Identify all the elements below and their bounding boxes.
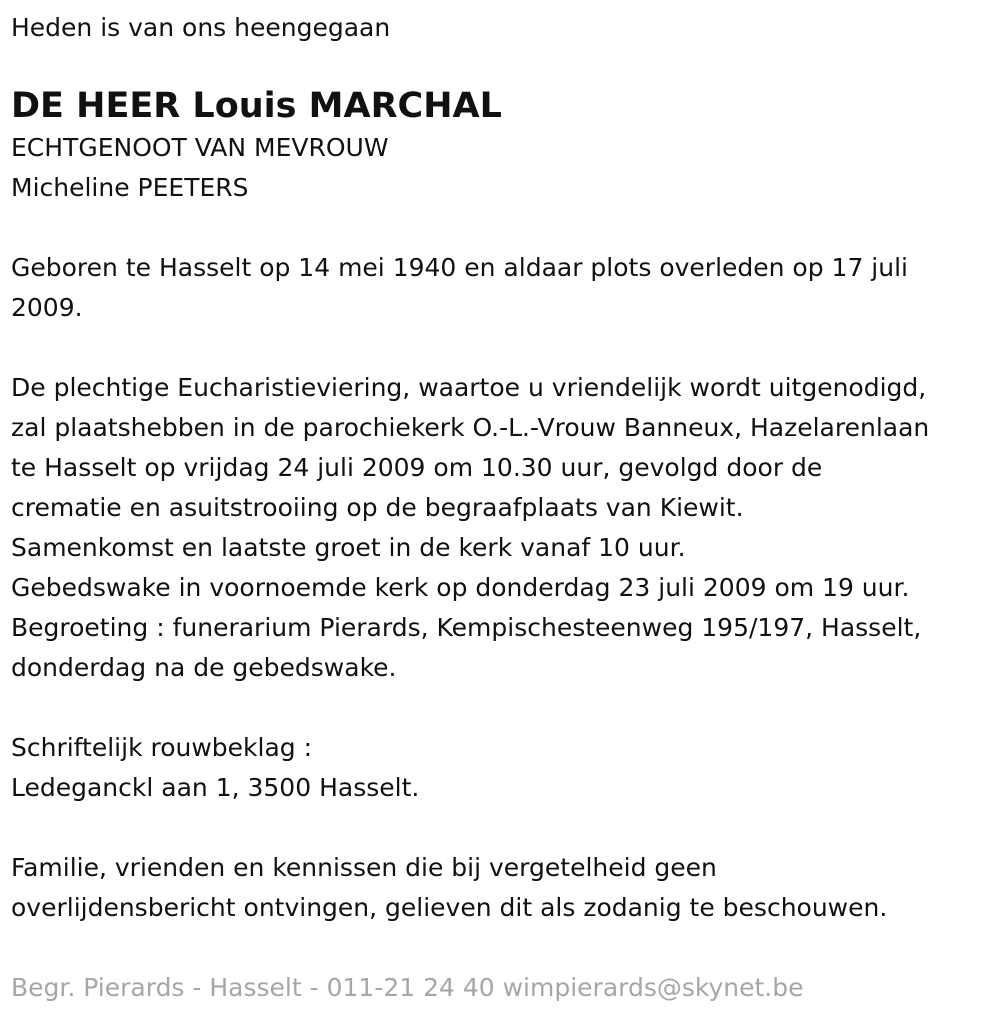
paragraph-line: 2009. [11, 293, 83, 322]
spacer [11, 208, 988, 248]
paragraph-line: De plechtige Eucharistieviering, waartoe u vriendelijk wordt uitgenodigd, [11, 373, 927, 402]
paragraph-line: overlijdensbericht ontvingen, gelieven dit als zodanig te beschouwen. [11, 893, 888, 922]
paragraph-line: Geboren te Hasselt op 14 mei 1940 en aldaar plots overleden op 17 juli [11, 253, 908, 282]
condolence-paragraph [11, 728, 988, 808]
paragraph-line: donderdag na de gebedswake. [11, 653, 397, 682]
paragraph-line: Samenkomst en laatste groet in de kerk vanaf 10 uur. [11, 533, 686, 562]
ceremony-paragraph [11, 368, 988, 688]
birth-death-paragraph [11, 248, 988, 328]
spacer [11, 328, 988, 368]
notice-paragraph [11, 848, 988, 928]
deceased-name: DE HEER Louis MARCHAL [11, 86, 502, 126]
paragraph-line: zal plaatshebben in de parochiekerk O.-L.-Vrouw Banneux, Hazelarenlaan [11, 413, 930, 442]
spouse-name: Micheline PEETERS [11, 173, 249, 202]
spacer [11, 688, 988, 728]
spouse-label: ECHTGENOOT VAN MEVROUW [11, 133, 389, 162]
funeral-home-footer: Begr. Pierards - Hasselt - 011-21 24 40 wimpierards@skynet.be [11, 973, 804, 1002]
paragraph-line: Ledeganckl aan 1, 3500 Hasselt. [11, 773, 420, 802]
paragraph-line: crematie en asuitstrooiing op de begraafplaats van Kiewit. [11, 493, 744, 522]
intro-text: Heden is van ons heengegaan [11, 13, 391, 42]
spacer [11, 808, 988, 848]
paragraph-line: Schriftelijk rouwbeklag : [11, 733, 313, 762]
paragraph-line: Gebedswake in voornoemde kerk op donderdag 23 juli 2009 om 19 uur. [11, 573, 910, 602]
paragraph-line: Familie, vrienden en kennissen die bij vergetelheid geen [11, 853, 717, 882]
paragraph-line: te Hasselt op vrijdag 24 juli 2009 om 10.30 uur, gevolgd door de [11, 453, 823, 482]
spacer [11, 928, 988, 968]
paragraph-line: Begroeting : funerarium Pierards, Kempischesteenweg 195/197, Hasselt, [11, 613, 922, 642]
